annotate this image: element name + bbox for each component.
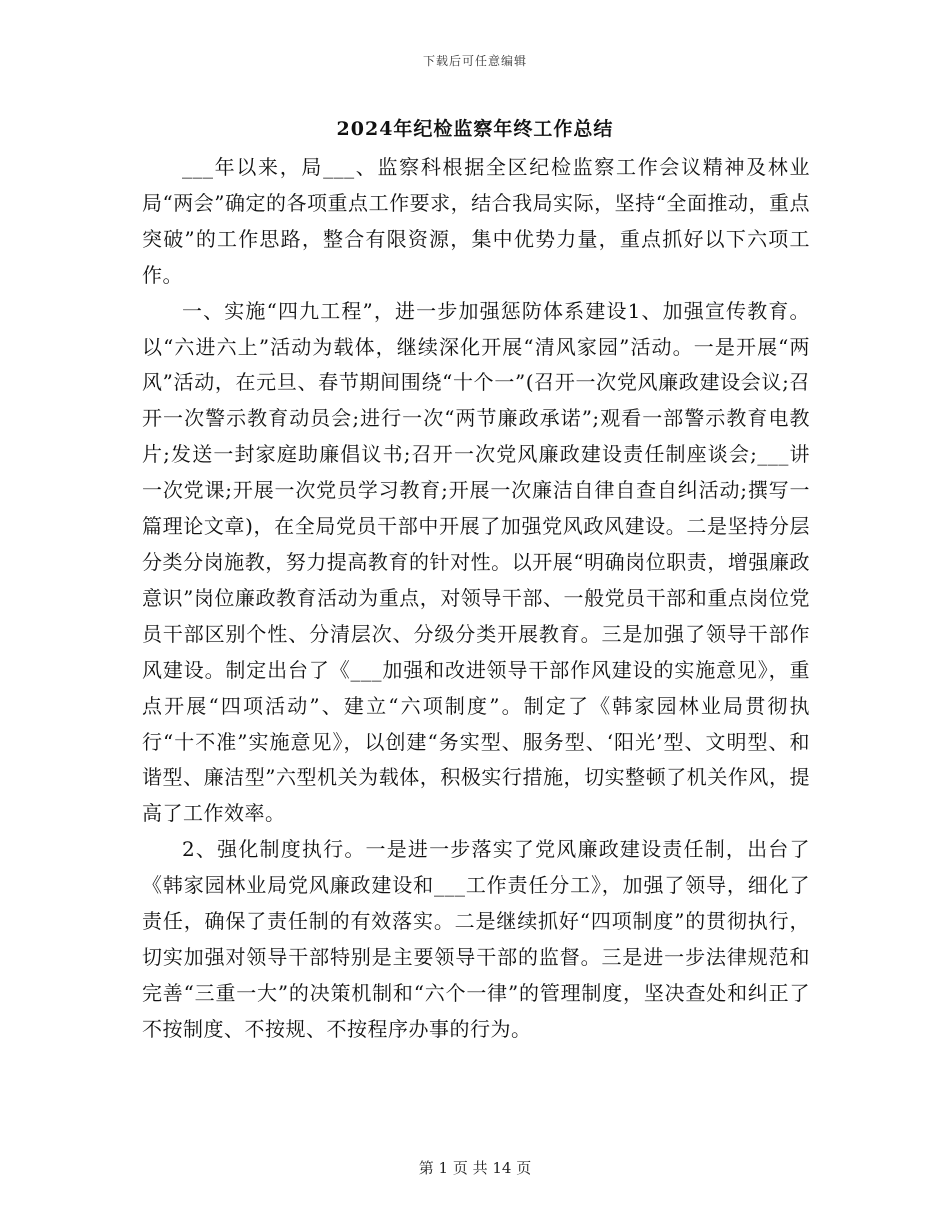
paragraph-section-2: 2、强化制度执行。一是进一步落实了党风廉政建设责任制，出台了《韩家园林业局党风廉政建设和___工作责任分工》，加强了领导，细化了责任，确保了责任制的有效落实。二是继续抓好“四项制度”的贯彻执行，切实加强对领导干部特别是主要领导干部的监督。三是进一步法律规范和完善“三重一大”的决策机制和“六个一律”的管理制度，坚决查处和纠正了不按制度、不按规、不按程序办事的行为。 [142, 837, 810, 1041]
document-body [142, 150, 810, 1048]
page-header-note: 下载后可任意编辑 [422, 54, 527, 68]
paragraph-intro: ___年以来，局___、监察科根据全区纪检监察工作会议精神及林业局“两会”确定的各项重点工作要求，结合我局实际，坚持“全面推动，重点突破”的工作思路，整合有限资源，集中优势力量，重点抓好以下六项工作。 [142, 155, 810, 287]
page-number: 第 1 页 共 14 页 [418, 1159, 532, 1177]
paragraph-section-1: 一、实施“四九工程”，进一步加强惩防体系建设1、加强宣传教育。以“六进六上”活动为载体，继续深化开展“清风家园”活动。一是开展“两风”活动，在元旦、春节期间围绕“十个一”(召开一次党风廉政建设会议;召开一次警示教育动员会;进行一次“两节廉政承诺”;观看一部警示教育电教片;发送一封家庭助廉倡议书;召开一次党风廉政建设责任制座谈会;___讲一次党课;开展一次党员学习教育;开展一次廉洁自律自查自纠活动;撰写一篇理论文章)，在全局党员干部中开展了加强党风政风建设。二是坚持分层分类分岗施教，努力提高教育的针对性。以开展“明确岗位职责，增强廉政意识”岗位廉政教育活动为重点，对领导干部、一般党员干部和重点岗位党员干部区别个性、分清层次、分级分类开展教育。三是加强了领导干部作风建设。制定出台了《___加强和改进领导干部作风建设的实施意见》，重点开展“四项活动”、建立“六项制度”。制定了《韩家园林业局贯彻执行“十不准”实施意见》，以创建“务实型、服务型、‘阳光’型、文明型、和谐型、廉洁型”六型机关为载体，积极实行措施，切实整顿了机关作风，提高了工作效率。 [142, 298, 810, 826]
document-title: 2024年纪检监察年终工作总结 [336, 118, 614, 140]
